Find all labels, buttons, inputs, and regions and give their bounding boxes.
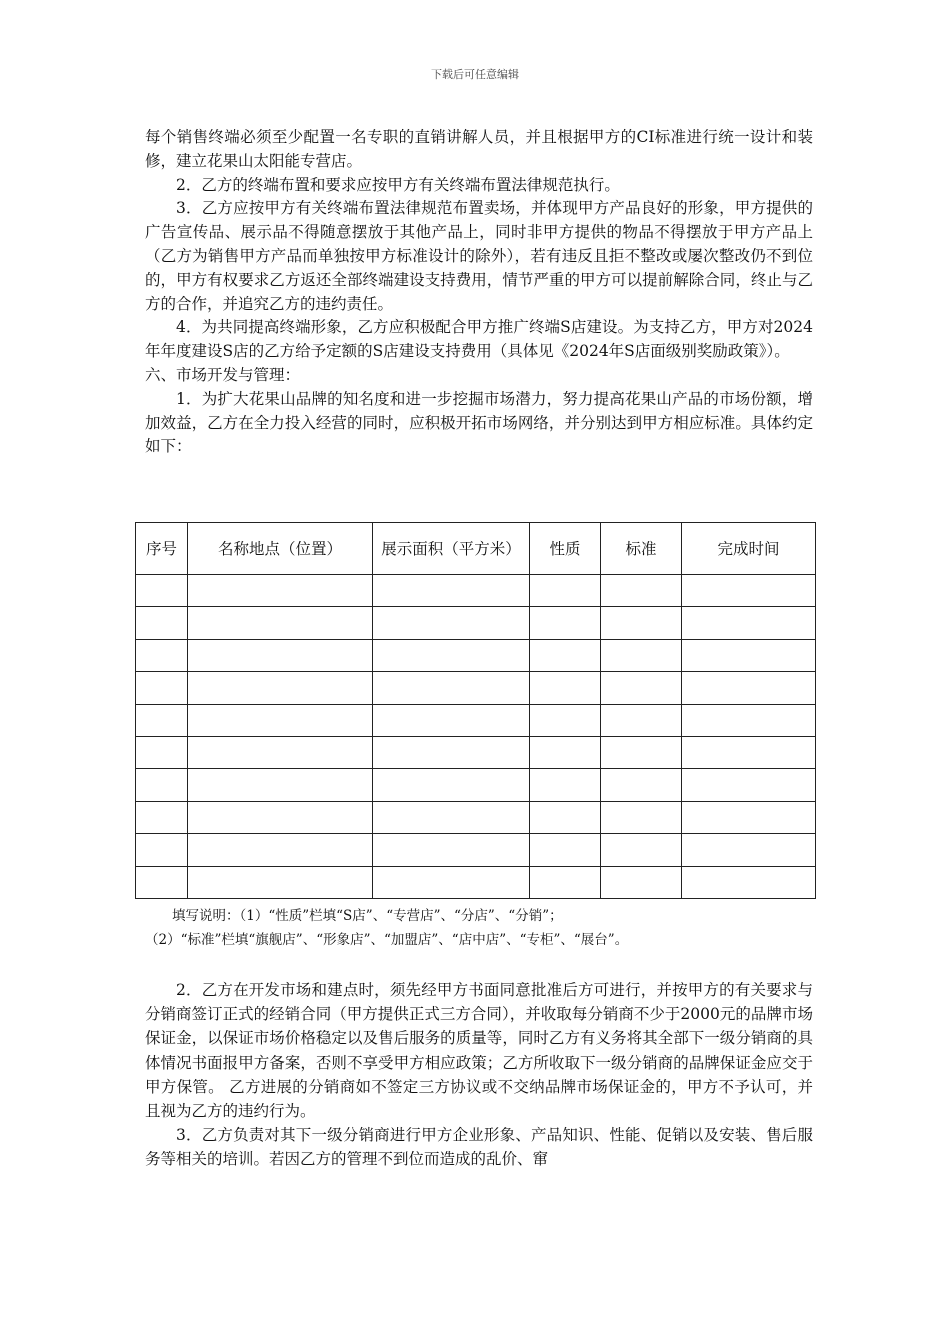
table-cell (188, 639, 373, 671)
col-header-standard: 标准 (601, 523, 682, 575)
note-line-2: （2）“标准”栏填“旗舰店”、“形象店”、“加盟店”、“店中店”、“专柜”、“展台”。 (145, 932, 629, 948)
table-cell (601, 704, 682, 736)
body-top (145, 126, 813, 459)
col-header-nature: 性质 (530, 523, 601, 575)
paragraph-clause-2: 2．乙方的终端布置和要求应按甲方有关终端布置法律规范执行。 (176, 175, 620, 194)
table-cell (136, 769, 188, 801)
table-cell (136, 639, 188, 671)
table-cell (601, 736, 682, 768)
table-cell (188, 575, 373, 607)
table-row (136, 736, 816, 768)
table-cell (601, 801, 682, 833)
table-cell (136, 866, 188, 898)
table-cell (188, 736, 373, 768)
paragraph-clause-4: 4．为共同提高终端形象，乙方应积极配合甲方推广终端S店建设。为支持乙方，甲方对2024年年度建设S店的乙方给予定额的S店建设支持费用（具体见《2024年S店面级别奖励政策》）。 (145, 318, 813, 361)
paragraph-section6-clause-3: 3．乙方负责对其下一级分销商进行甲方企业形象、产品知识、性能、促销以及安装、售后服务等相关的培训。若因乙方的管理不到位而造成的乱价、窜 (145, 1126, 813, 1169)
table-cell (682, 736, 816, 768)
fill-instructions (145, 904, 813, 952)
table-cell (373, 834, 530, 866)
table-cell (136, 801, 188, 833)
table-cell (682, 575, 816, 607)
col-header-completion-time: 完成时间 (682, 523, 816, 575)
table-cell (136, 834, 188, 866)
table-cell (530, 866, 601, 898)
table-cell (530, 801, 601, 833)
table-cell (136, 575, 188, 607)
table-cell (530, 834, 601, 866)
col-header-name-location: 名称地点（位置） (188, 523, 373, 575)
table-row (136, 704, 816, 736)
col-header-display-area: 展示面积（平方米） (373, 523, 530, 575)
table-cell (682, 801, 816, 833)
table-cell (373, 736, 530, 768)
table-cell (601, 575, 682, 607)
table-row (136, 801, 816, 833)
table-cell (188, 801, 373, 833)
table-cell (601, 607, 682, 639)
store-plan-table (135, 522, 816, 899)
table-cell (601, 834, 682, 866)
col-header-index: 序号 (136, 523, 188, 575)
table-cell (373, 769, 530, 801)
table-cell (188, 607, 373, 639)
table-cell (530, 575, 601, 607)
table-cell (188, 866, 373, 898)
body-bottom (145, 978, 813, 1172)
table-cell (373, 704, 530, 736)
table-cell (682, 769, 816, 801)
table-cell (530, 736, 601, 768)
table-cell (530, 769, 601, 801)
table-cell (188, 704, 373, 736)
table-cell (136, 672, 188, 704)
table-cell (682, 607, 816, 639)
paragraph-section6-clause-1: 1．为扩大花果山品牌的知名度和进一步挖掘市场潜力，努力提高花果山产品的市场份额，增加效益，乙方在全力投入经营的同时，应积极开拓市场网络，并分别达到甲方相应标准。具体约定如下： (145, 389, 813, 456)
table-cell (373, 575, 530, 607)
table-row (136, 769, 816, 801)
table-row (136, 834, 816, 866)
table-row (136, 607, 816, 639)
table-cell (530, 607, 601, 639)
table-cell (136, 607, 188, 639)
table-cell (373, 672, 530, 704)
table-cell (188, 672, 373, 704)
note-line-1: 填写说明：（1）“性质”栏填“S店”、“专营店”、“分店”、“分销”； (172, 908, 563, 924)
section-heading-6: 六、市场开发与管理： (145, 365, 301, 384)
table-cell (136, 704, 188, 736)
table-cell (188, 769, 373, 801)
paragraph-continuation: 每个销售终端必须至少配置一名专职的直销讲解人员，并且根据甲方的CI标准进行统一设计和装修，建立花果山太阳能专营店。 (145, 128, 813, 170)
table-cell (682, 834, 816, 866)
table-cell (682, 704, 816, 736)
table-row (136, 866, 816, 898)
paragraph-clause-3: 3．乙方应按甲方有关终端布置法律规范布置卖场，并体现甲方产品良好的形象，甲方提供的广告宣传品、展示品不得随意摆放于其他产品上，同时非甲方提供的物品不得摆放于甲方产品上（乙方为销售甲方产品而单独按甲方标准设计的除外），若有违反且拒不整改或屡次整改仍不到位的，甲方有权要求乙方返还全部终端建设支持费用，情节严重的甲方可以提前解除合同，终止与乙方的合作，并追究乙方的违约责任。 (145, 199, 813, 313)
table-cell (682, 639, 816, 671)
table-cell (530, 704, 601, 736)
page-header: 下载后可任意编辑 (431, 68, 519, 81)
table-cell (373, 866, 530, 898)
table-row (136, 672, 816, 704)
paragraph-section6-clause-2: 2．乙方在开发市场和建点时，须先经甲方书面同意批准后方可进行，并按甲方的有关要求与分销商签订正式的经销合同（甲方提供正式三方合同），并收取每分销商不少于2000元的品牌市场保证金，以保证市场价格稳定以及售后服务的质量等，同时乙方有义务将其全部下一级分销商的具体情况书面报甲方备案，否则不享受甲方相应政策；乙方所收取下一级分销商的品牌保证金应交于甲方保管。 乙方进展的分销商如不签定三方协议或不交纳品牌市场保证金的，甲方不予认可，并且视为乙方的违约行为。 (145, 981, 813, 1121)
table-cell (373, 639, 530, 671)
table-cell (682, 672, 816, 704)
table-cell (601, 769, 682, 801)
table-cell (530, 639, 601, 671)
table-cell (188, 834, 373, 866)
table-row (136, 575, 816, 607)
table-cell (530, 672, 601, 704)
table-cell (373, 607, 530, 639)
table-cell (682, 866, 816, 898)
table-cell (136, 736, 188, 768)
table-cell (373, 801, 530, 833)
table-header-row (136, 523, 816, 575)
table-row (136, 639, 816, 671)
table-cell (601, 639, 682, 671)
table-cell (601, 866, 682, 898)
table-cell (601, 672, 682, 704)
